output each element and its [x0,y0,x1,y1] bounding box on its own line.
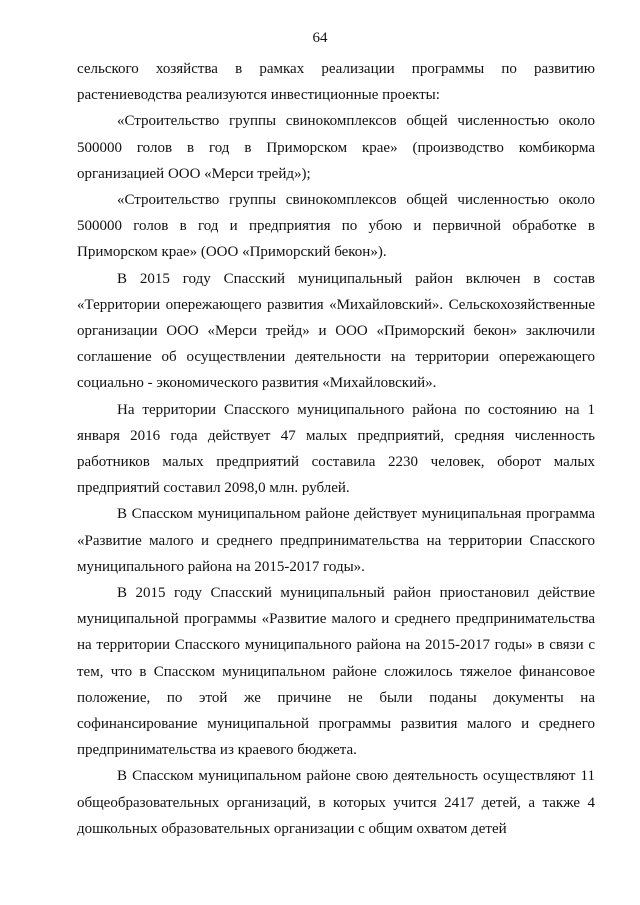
paragraph-municipal-program: В Спасском муниципальном районе действует муниципальная программа «Развитие малого и среднего предпринимательства на территории Спасского муниципального района на 2015-2017 годы». [77,506,595,575]
paragraph-small-business-stats: На территории Спасского муниципального района по состоянию на 1 января 2016 года действует 47 малых предприятий, средняя численность работников малых предприятий составила 2230 человек, оборот малых предприятий составил 2098,0 млн. рублей. [77,401,595,497]
document-body [77,56,595,842]
paragraph-project-1: «Строительство группы свинокомплексов общей численностью около 500000 голов в год в Приморском крае» (производство комбикорма организацией ООО «Мерси трейд»); [77,113,595,182]
paragraph-continuation: сельского хозяйства в рамках реализации программы по развитию растениеводства реализуются инвестиционные проекты: [77,61,595,104]
paragraph-education: В Спасском муниципальном районе свою деятельность осуществляют 11 общеобразовательных организаций, в которых учится 2417 детей, а также 4 дошкольных образовательных организации с общим охватом детей [77,768,595,837]
paragraph-project-2: «Строительство группы свинокомплексов общей численностью около 500000 голов в год и предприятия по убою и первичной обработке в Приморском крае» (ООО «Приморский бекон»). [77,192,595,261]
paragraph-program-suspended: В 2015 году Спасский муниципальный район приостановил действие муниципальной программы «Развитие малого и среднего предпринимательства на территории Спасского муниципального района на 2015-2017 годы» в связи с тем, что в Спасском муниципальном районе сложилось тяжелое финансовое положение, по этой же причине не были поданы документы на софинансирование муниципальной программы развития малого и среднего предпринимательства из краевого бюджета. [77,585,595,759]
page-number: 64 [312,30,328,46]
paragraph-tor-mikhailovsky: В 2015 году Спасский муниципальный район включен в состав «Территории опережающего развития «Михайловский». Сельскохозяйственные организации ООО «Мерси трейд» и ООО «Приморский бекон» заключили соглашение об осуществлении деятельности на территории опережающего социально - экономического развития «Михайловский». [77,270,595,392]
